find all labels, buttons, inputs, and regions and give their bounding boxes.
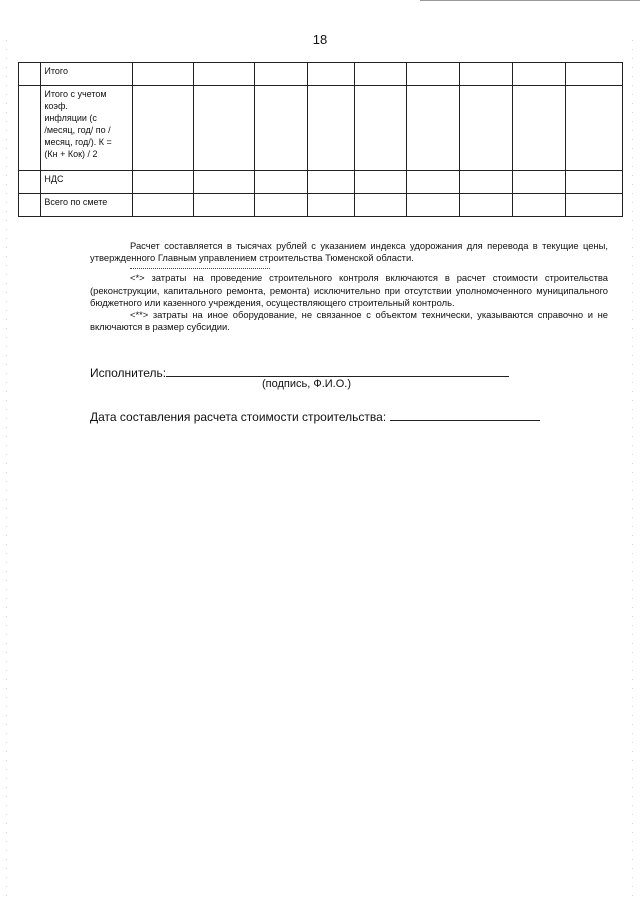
cost-table [18,62,623,217]
date-label: Дата составления расчета стоимости строительства: [90,410,387,424]
table-cell [566,194,623,217]
table-cell [566,63,623,86]
scan-margin-right [632,40,633,900]
table-cell [193,171,254,194]
table-cell [307,171,354,194]
table-cell [460,86,513,171]
table-cell [354,86,407,171]
table-cell [407,171,460,194]
table-cell [307,63,354,86]
table-cell [354,194,407,217]
row-label-total: Итого [41,63,133,86]
footnote-other-equipment: <**> затраты на иное оборудование, не связанное с объектом технически, указываются справочно и не включаются в размер субсидии. [90,309,608,333]
row-label-grand-total: Всего по смете [41,194,133,217]
table-cell [254,86,307,171]
page-number: 18 [312,32,328,47]
table-row [19,86,623,171]
signature-field [166,364,509,377]
table-cell [407,86,460,171]
table-cell [254,194,307,217]
table-cell [307,86,354,171]
table-cell [254,171,307,194]
table-cell [566,171,623,194]
table-cell [193,86,254,171]
date-line [90,408,540,424]
table-cell [132,194,193,217]
signature-caption: (подпись, Ф.И.О.) [262,378,352,390]
table-cell [460,63,513,86]
calculation-note: Расчет составляется в тысячах рублей с указанием индекса удорожания для перевода в текущие цены, утвержденного Главным управлением строительства Тюменской области. [90,240,608,264]
footnote-divider [130,268,270,269]
table-cell [254,63,307,86]
notes-block [90,240,608,333]
table-cell [566,86,623,171]
footnote-construction-control: <*> затраты на проведение строительного контроля включаются в расчет стоимости строительства (реконструкции, капитального ремонта, ремонта) исключительно при отсутствии уполномоченного муниципального бюджетного или казенного учреждения, осуществляющего строительный контроль. [90,272,608,308]
table-cell [407,63,460,86]
table-row [19,171,623,194]
table-cell [460,171,513,194]
table-cell [513,171,566,194]
table-cell [513,194,566,217]
row-label-vat: НДС [41,171,133,194]
table-cell [132,63,193,86]
table-cell [19,171,41,194]
table-cell [193,194,254,217]
table-row [19,63,623,86]
table-cell [132,171,193,194]
scan-margin-left [6,40,7,900]
table-cell [513,86,566,171]
table-cell [19,194,41,217]
date-field [390,408,540,421]
table-cell [407,194,460,217]
table-cell [354,63,407,86]
table-cell [132,86,193,171]
executor-label: Исполнитель: [90,366,167,380]
table-cell [354,171,407,194]
top-edge-rule [420,0,640,1]
table-cell [193,63,254,86]
row-label-total-inflation: Итого с учетом коэф. инфляции (с /месяц, год/ по / месяц, год/). К = (Кн + Кок) / 2 [41,86,133,171]
table-cell [19,63,41,86]
table-cell [307,194,354,217]
table-cell [460,194,513,217]
table-cell [19,86,41,171]
table-row [19,194,623,217]
table-cell [513,63,566,86]
